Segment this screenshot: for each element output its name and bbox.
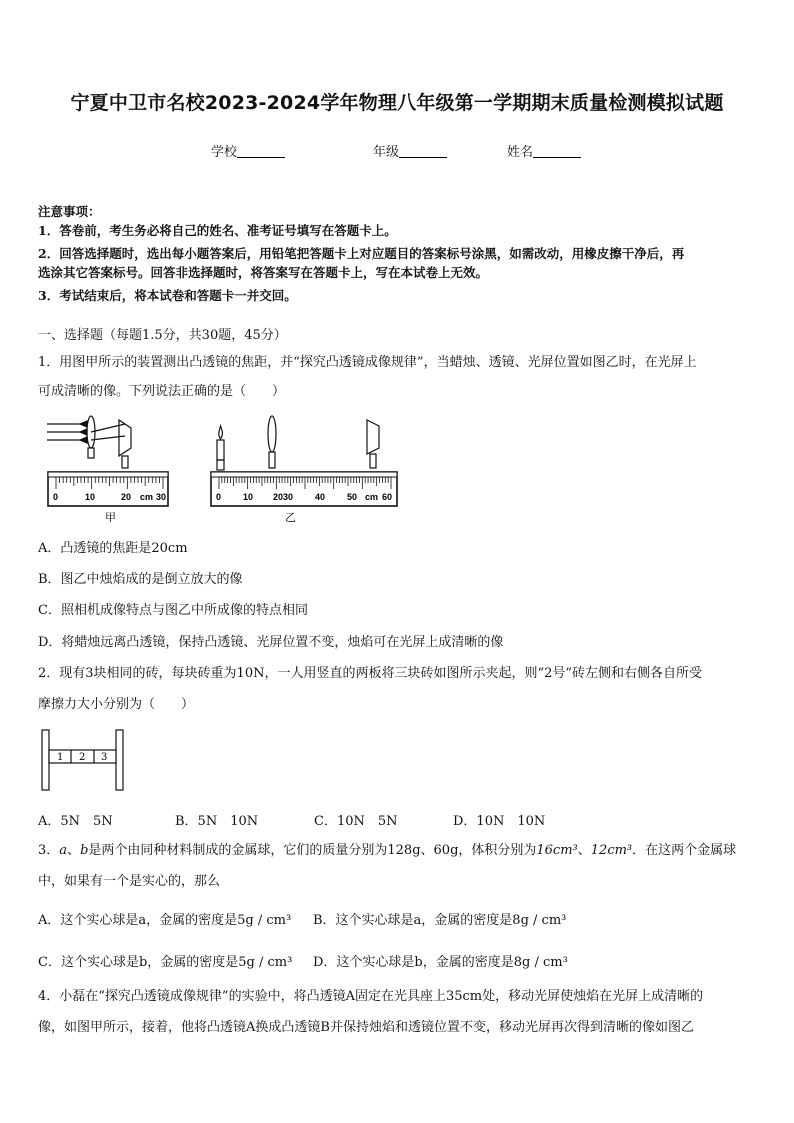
q1-option-b[interactable]: B．图乙中烛焰成的是倒立放大的像 [38, 572, 243, 587]
q3-option-a[interactable]: A．这个实心球是a，金属的密度是5g / cm³ [38, 913, 292, 928]
figure-jia-caption: 甲 [105, 511, 116, 524]
candle-icon [217, 440, 224, 460]
notice-item-3: 3．考试结束后，将本试卷和答题卡一并交回。 [38, 288, 297, 303]
tick-10: 10 [243, 492, 254, 502]
q3-v-sep: 、 [577, 843, 591, 858]
figure-bricks [38, 728, 128, 792]
ray-arrow-2 [80, 429, 87, 435]
school-label: 学校 [211, 145, 238, 160]
q2-line1: 2．现有3块相同的砖，每块砖重为10N，一人用竖直的两板将三块砖如图所示夹起，则“2号”砖左侧和右侧各自所受 [38, 666, 703, 681]
lens-holder [269, 452, 275, 468]
ruler-top-bar [211, 472, 397, 477]
q3-option-b[interactable]: B．这个实心球是a，金属的密度是8g / cm³ [313, 913, 567, 928]
q3-line1 [38, 842, 760, 860]
notice-item-1: 1．答卷前，考生务必将自己的姓名、准考证号填写在答题卡上。 [38, 223, 397, 238]
q3-sep: 、 [67, 843, 81, 858]
brick-2: 2 [79, 752, 86, 763]
q3-volume-2: 12cm³ [590, 843, 633, 858]
q2-option-d[interactable]: D．10N 10N [453, 814, 546, 829]
q1-option-c[interactable]: C．照相机成像特点与图乙中所成像的特点相同 [38, 603, 308, 618]
q1-line2: 可成清晰的像。下列说法正确的是（ ） [38, 384, 286, 399]
q2-option-a[interactable]: A．5N 5N [38, 814, 113, 829]
q1-option-a[interactable]: A．凸透镜的焦距是20cm [38, 541, 188, 556]
notice-item-2-cont: 选涂其它答案标号。回答非选择题时，将答案写在答题卡上，写在本试卷上无效。 [38, 265, 489, 280]
section-heading: 一、选择题（每题1.5分，共30题，45分） [38, 328, 287, 343]
name-field[interactable] [507, 141, 581, 160]
brick-1: 1 [57, 752, 64, 763]
q3-line2: 中，如果有一个是实心的，那么 [38, 874, 221, 889]
tick-0: 0 [53, 492, 59, 502]
figure-yi-caption: 乙 [285, 511, 296, 524]
notice-heading: 注意事项： [38, 204, 101, 219]
tick-unit: cm [140, 492, 154, 502]
q3-option-d[interactable]: D．这个实心球是b，金属的密度是8g / cm³ [313, 955, 568, 970]
right-board [116, 730, 123, 790]
tick-30: 30 [283, 492, 294, 502]
refracted-ray-2 [91, 436, 125, 440]
name-blank[interactable] [533, 145, 581, 158]
q2-option-c[interactable]: C．10N 5N [314, 814, 398, 829]
q3-var-a: a [59, 843, 68, 858]
tick-20: 20 [121, 492, 132, 502]
lens-holder [88, 448, 94, 458]
q3-text-end: ．在这两个金属球 [632, 843, 737, 858]
candle-holder [217, 460, 224, 470]
ray-arrow-1 [80, 421, 87, 427]
brick-3: 3 [101, 752, 108, 763]
grade-field[interactable] [373, 141, 447, 160]
q1-option-d[interactable]: D．将蜡烛远离凸透镜，保持凸透镜、光屏位置不变，烛焰可在光屏上成清晰的像 [38, 635, 504, 650]
page-title: 宁夏中卫市名校2023-2024学年物理八年级第一学期期末质量检测模拟试题 [70, 92, 724, 114]
ray-arrow-3 [80, 437, 87, 443]
q4-line2: 像，如图甲所示，接着，他将凸透镜A换成凸透镜B并保持烛焰和透镜位置不变，移动光屏再次得到清晰的像如图乙 [38, 1020, 694, 1035]
tick-30: 30 [156, 492, 167, 502]
grade-blank[interactable] [399, 145, 447, 158]
q3-option-c[interactable]: C．这个实心球是b，金属的密度是5g / cm³ [38, 955, 293, 970]
q3-text: 是两个由同种材料制成的金属球，它们的质量分别为128g、60g，体积分别为 [88, 843, 537, 858]
tick-unit: cm [365, 492, 379, 502]
screen-icon [367, 420, 379, 454]
school-blank[interactable] [237, 145, 285, 158]
ruler-jia [48, 472, 168, 506]
flame-icon [219, 426, 223, 439]
screen-holder [370, 454, 376, 468]
tick-0: 0 [216, 492, 222, 502]
q2-option-b[interactable]: B．5N 10N [175, 814, 259, 829]
tick-50: 50 [347, 492, 358, 502]
figure-yi [205, 412, 405, 524]
q4-line1: 4．小磊在“探究凸透镜成像规律”的实验中，将凸透镜A固定在光具座上35cm处，移动光屏使烛焰在光屏上成清晰的 [38, 989, 704, 1004]
q3-volume-1: 16cm³ [536, 843, 578, 858]
q2-line2: 摩擦力大小分别为（ ） [38, 697, 195, 712]
q3-var-b: b [80, 843, 89, 858]
q3-number: 3． [38, 843, 60, 858]
name-label: 姓名 [507, 145, 534, 160]
lens-icon [268, 416, 276, 452]
tick-40: 40 [315, 492, 326, 502]
refracted-ray-1 [91, 424, 125, 432]
ruler-yi [211, 472, 397, 506]
screen-holder [122, 456, 128, 468]
q1-line1: 1．用图甲所示的装置测出凸透镜的焦距，并“探究凸透镜成像规律”，当蜡烛、透镜、光屏位置如图乙时，在光屏上 [38, 355, 697, 370]
school-field[interactable] [211, 141, 285, 160]
figure-jia [45, 412, 175, 524]
grade-label: 年级 [373, 145, 400, 160]
tick-60: 60 [382, 492, 393, 502]
notice-item-2: 2．回答选择题时，选出每小题答案后，用铅笔把答题卡上对应题目的答案标号涂黑，如需改动，用橡皮擦干净后，再 [38, 246, 685, 261]
tick-10: 10 [85, 492, 96, 502]
ruler-top-bar [48, 472, 168, 477]
left-board [42, 730, 49, 790]
tick-20: 20 [273, 492, 284, 502]
